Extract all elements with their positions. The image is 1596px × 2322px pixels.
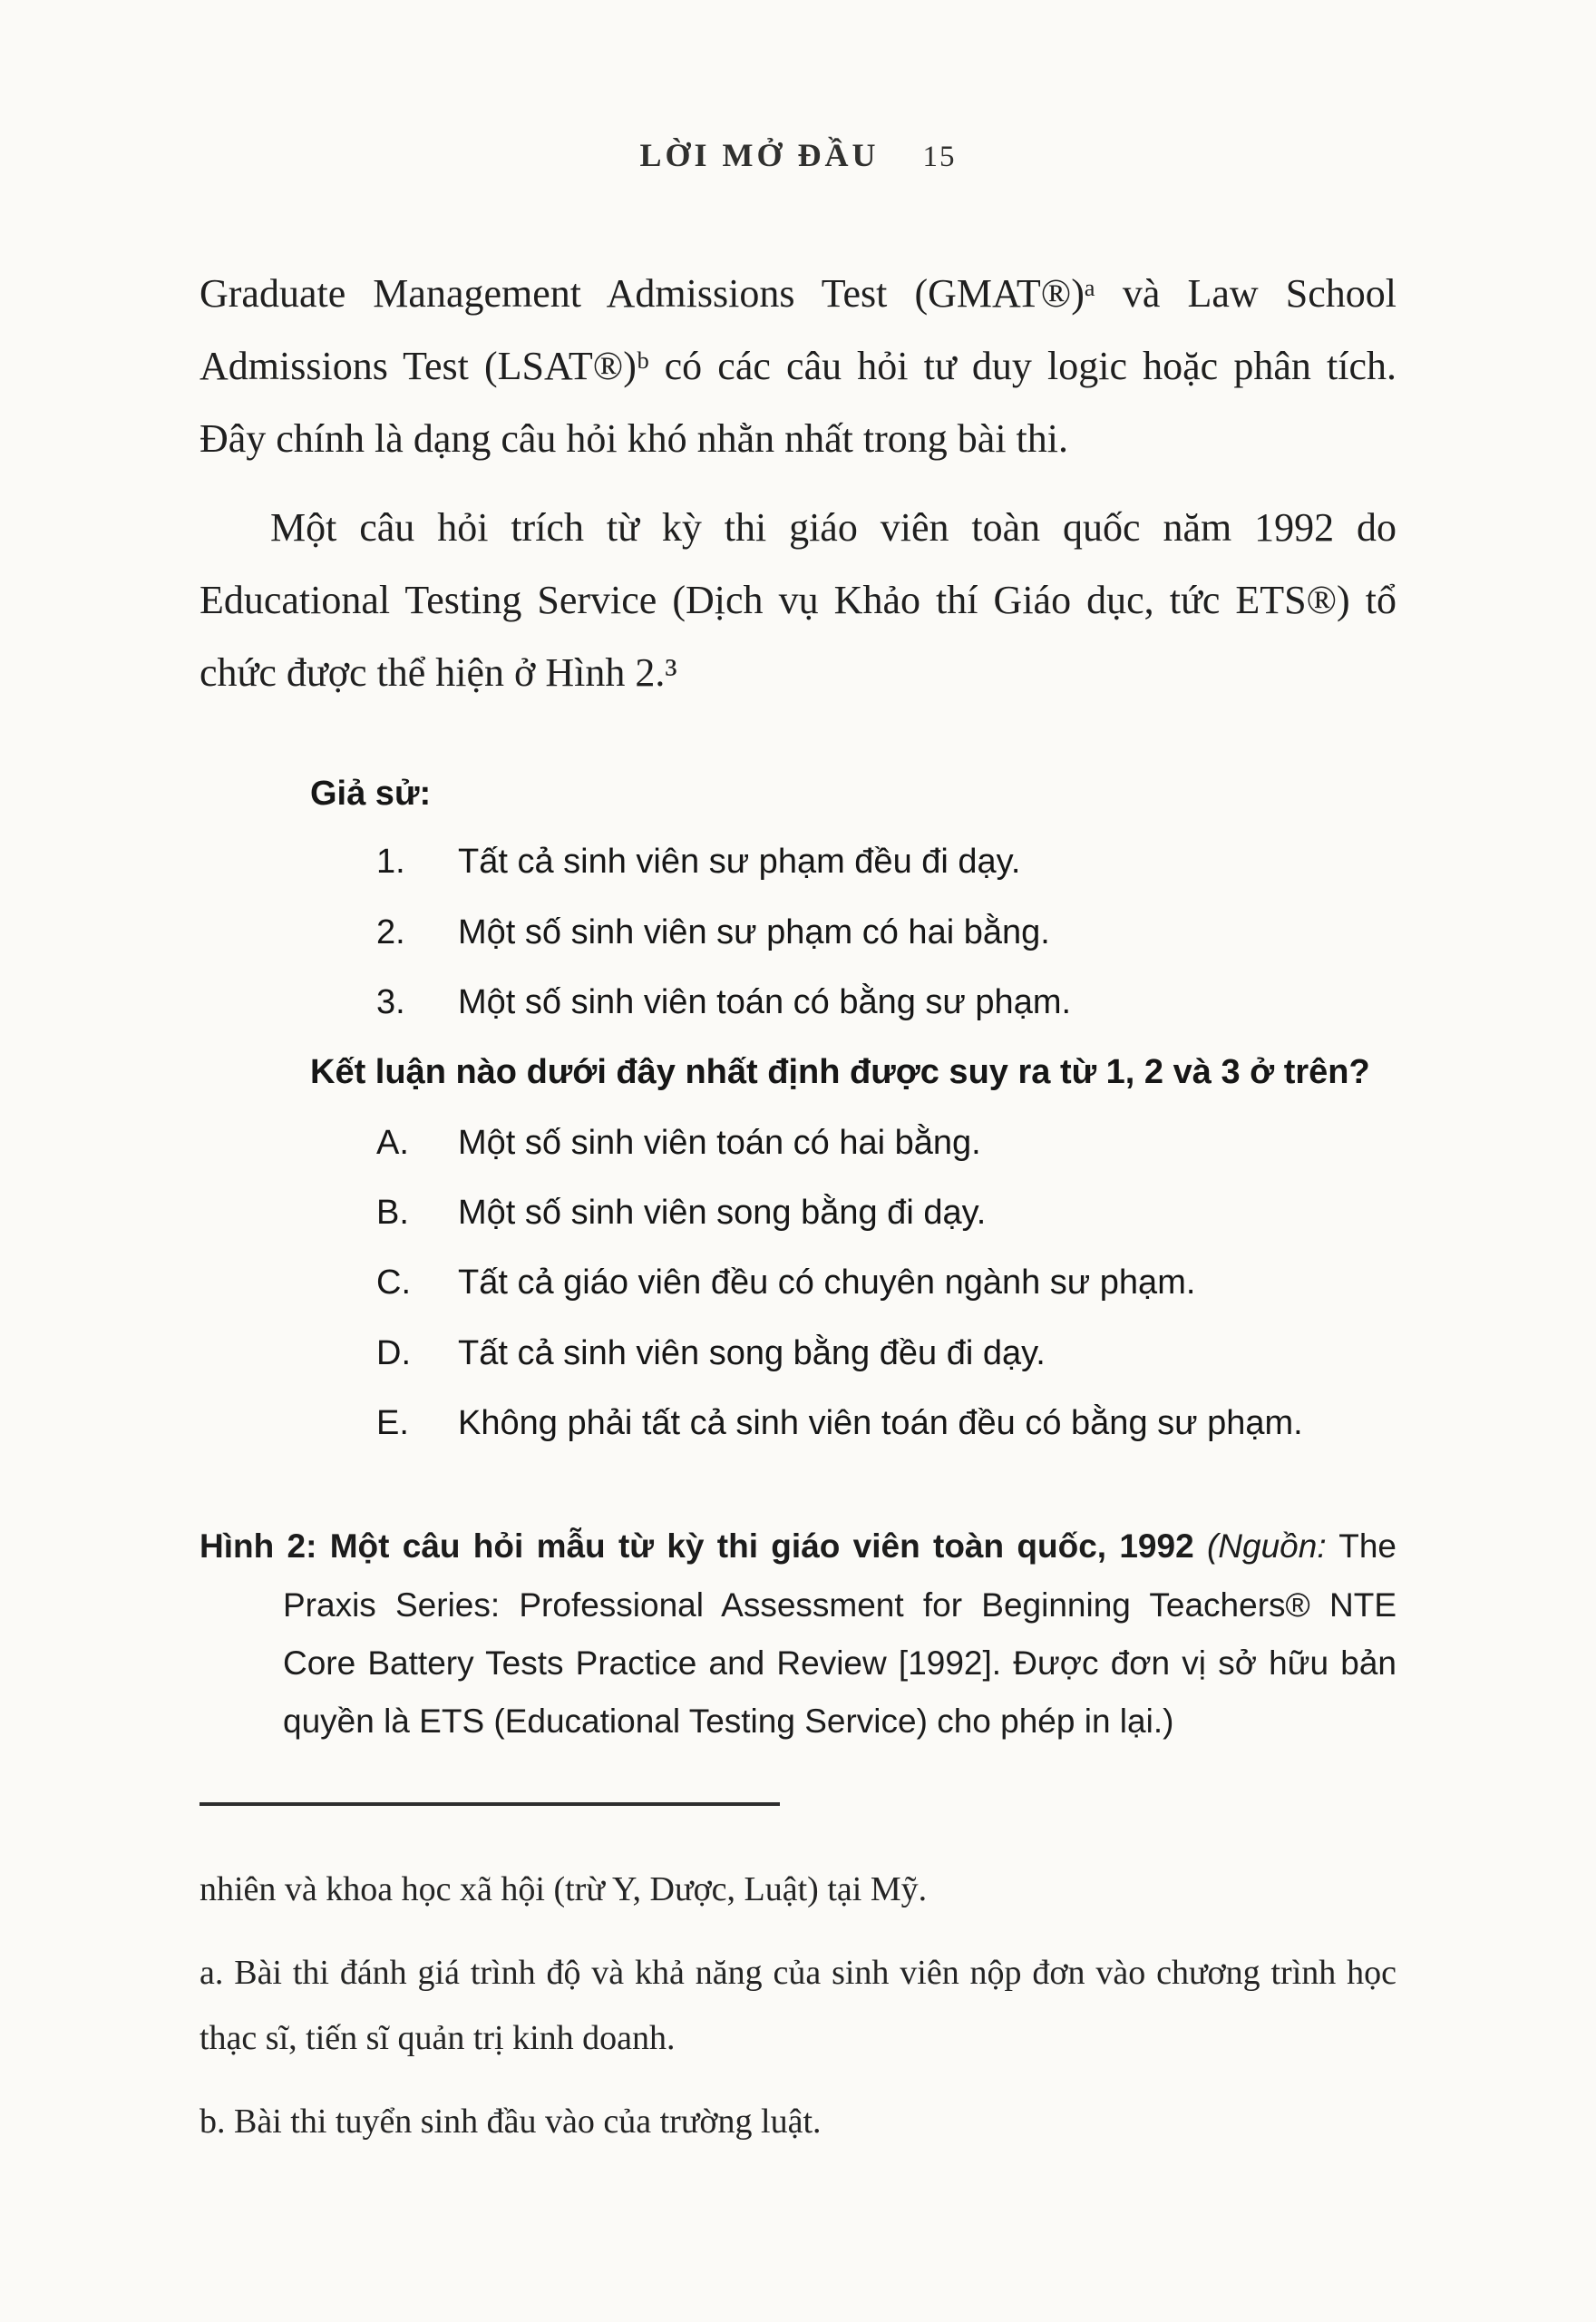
footnote-a: a. Bài thi đánh giá trình độ và khả năng của sinh viên nộp đơn vào chương trình học thạc sĩ, tiến sĩ quản trị kinh doanh.: [200, 1953, 1396, 2058]
question-intro: Giả sử:: [310, 775, 432, 814]
footnote-continuation: nhiên và khoa học xã hội (trừ Y, Dược, Luật) tại Mỹ.: [200, 1869, 928, 1908]
premise-number: 2.: [376, 912, 405, 951]
page-number: 15: [922, 141, 957, 173]
answer-option: [310, 1331, 1396, 1377]
answer-option: [310, 1190, 1396, 1236]
figure-caption: [200, 1517, 1396, 1751]
premise-text: Tất cả sinh viên sư phạm đều đi dạy.: [458, 843, 1021, 882]
answer-option: [310, 1400, 1396, 1447]
option-letter: D.: [376, 1333, 411, 1372]
option-letter: B.: [376, 1193, 409, 1232]
paragraph-ets-sample: Một câu hỏi trích từ kỳ thi giáo viên toàn quốc năm 1992 do Educational Testing Service (Dịch vụ Khảo thí Giáo dục, tức ETS®) tổ chức được thể hiện ở Hình 2.³: [200, 505, 1396, 696]
premise-item: [310, 980, 1396, 1026]
option-text: Không phải tất cả sinh viên toán đều có bằng sư phạm.: [458, 1403, 1303, 1442]
answer-option: [310, 1260, 1396, 1306]
option-text: Một số sinh viên toán có hai bằng.: [458, 1123, 981, 1162]
caption-source-text: The Praxis Series: Professional Assessment for Beginning Teachers® NTE Core Battery Tests Practice and Review [1992]. Được đơn vị sở hữu bản quyền là ETS (Educational Testing Service) cho phép in lại.): [283, 1527, 1396, 1741]
option-letter: E.: [376, 1403, 409, 1442]
caption-source-label: (Nguồn:: [1193, 1527, 1327, 1566]
option-text: Một số sinh viên song bằng đi dạy.: [458, 1193, 987, 1232]
chapter-title: LỜI MỞ ĐẦU: [639, 137, 880, 173]
premise-text: Một số sinh viên sư phạm có hai bằng.: [458, 912, 1050, 951]
option-letter: A.: [376, 1123, 409, 1162]
footnote-separator: [200, 1802, 780, 1806]
caption-label: Hình 2: Một câu hỏi mẫu từ kỳ thi giáo viên toàn quốc, 1992: [200, 1527, 1194, 1566]
running-header: [200, 136, 1396, 174]
premise-item: [310, 910, 1396, 956]
premise-number: 3.: [376, 983, 405, 1022]
option-text: Tất cả giáo viên đều có chuyên ngành sư phạm.: [458, 1263, 1196, 1302]
question-prompt: Kết luận nào dưới đây nhất định được suy ra từ 1, 2 và 3 ở trên?: [310, 1053, 1370, 1092]
answer-option: [310, 1120, 1396, 1166]
footnote-b: b. Bài thi tuyển sinh đầu vào của trường luật.: [200, 2102, 822, 2142]
premise-text: Một số sinh viên toán có bằng sư phạm.: [458, 983, 1072, 1022]
premise-number: 1.: [376, 843, 405, 882]
paragraph-gmat-lsat: Graduate Management Admissions Test (GMAT®)ᵃ và Law School Admissions Test (LSAT®)ᵇ có các câu hỏi tư duy logic hoặc phân tích. Đây chính là dạng câu hỏi khó nhằn nhất trong bài thi.: [200, 271, 1396, 462]
option-text: Tất cả sinh viên song bằng đều đi dạy.: [458, 1333, 1046, 1372]
option-letter: C.: [376, 1263, 411, 1302]
sample-question-figure: [310, 775, 1396, 1447]
premise-item: [310, 839, 1396, 885]
